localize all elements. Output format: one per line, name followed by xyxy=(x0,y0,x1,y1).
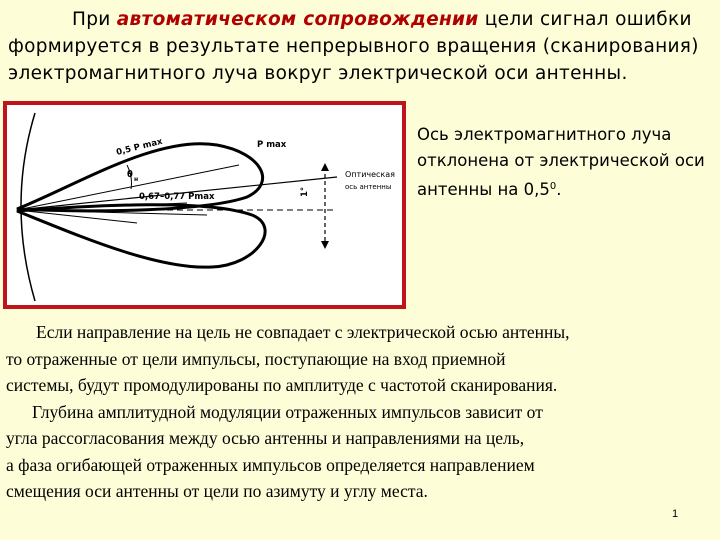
body-line-3-text: системы, будут промодулированы по амплитуде с частотой сканирования. xyxy=(6,375,558,395)
dimension-arrow-bottom xyxy=(321,241,329,249)
body-line-5 xyxy=(6,425,716,452)
body-text xyxy=(6,319,716,505)
label-optical-2: ось антенны xyxy=(345,183,392,191)
beam-diagram-frame xyxy=(3,101,406,309)
dimension-arrow-top xyxy=(321,163,329,171)
body-line-6 xyxy=(6,452,716,479)
label-half-pmax: 0,5 P max xyxy=(115,136,164,158)
body-line-2 xyxy=(6,346,716,373)
label-one-degree: 1° xyxy=(300,186,310,197)
body-line-1-text: Если направление на цель не совпадает с электрической осью антенны, xyxy=(36,322,570,342)
label-theta: θ xyxy=(127,170,133,180)
body-line-6-text: а фаза огибающей отраженных импульсов определяется направлением xyxy=(6,454,535,475)
label-range-pmax: 0,67–0,77 Pmax xyxy=(139,192,215,202)
side-note xyxy=(417,122,707,203)
body-line-4 xyxy=(6,399,716,426)
label-theta-sub: н xyxy=(134,176,139,183)
body-line-5-text: угла рассогласования между осью антенны и направлениями на цель, xyxy=(6,428,525,448)
label-pmax: P max xyxy=(257,140,287,150)
side-note-sup: 0 xyxy=(549,181,557,192)
body-line-4-text: Глубина амплитудной модуляции отраженных импульсов зависит от xyxy=(32,401,543,422)
side-note-text: Ось электромагнитного луча отклонена от электрической оси антенны на 0,5 xyxy=(417,125,705,199)
body-line-2-text: то отраженные от цели импульсы, поступающие на вход приемной xyxy=(6,348,506,369)
beam-diagram xyxy=(7,105,402,305)
body-line-7-text: смещения оси антенны от цели по азимуту и углу места. xyxy=(6,481,428,501)
intro-rest: цели сигнал ошибки формируется в результате непрерывного вращения (сканирования) электромагнитного луча вокруг электрической оси антенны. xyxy=(8,9,699,84)
intro-prefix: При xyxy=(72,9,117,30)
side-note-tail: . xyxy=(556,180,562,199)
intro-emphasis: автоматическом сопровождении xyxy=(116,9,479,30)
label-optical-1: Оптическая xyxy=(345,170,395,179)
page-number: 1 xyxy=(672,508,679,520)
body-line-3 xyxy=(6,372,716,399)
body-line-7 xyxy=(6,478,716,505)
intro-paragraph xyxy=(8,6,712,87)
body-line-1 xyxy=(6,319,716,346)
